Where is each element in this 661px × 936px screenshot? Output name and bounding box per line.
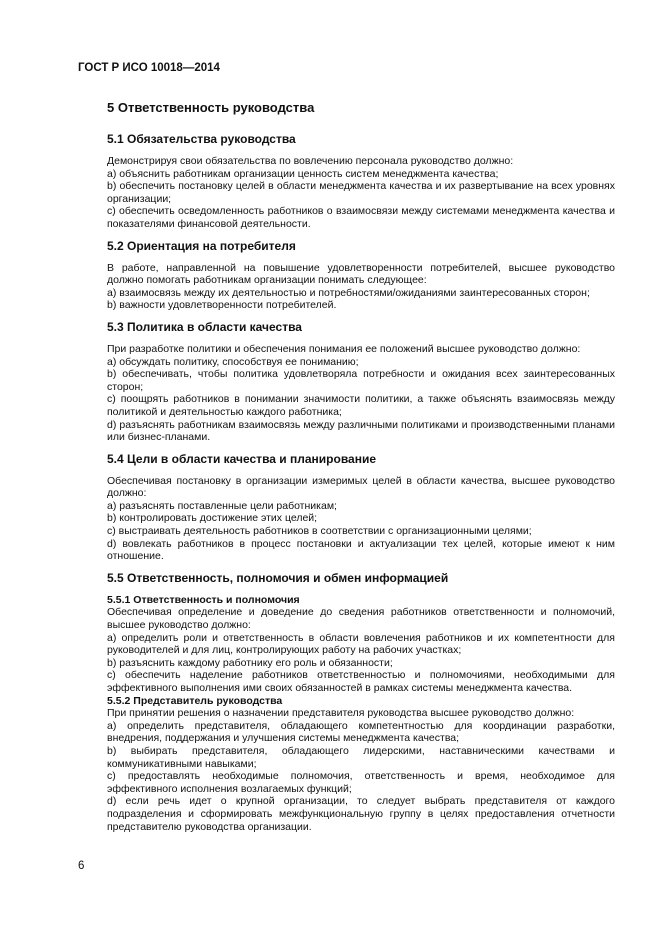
list-item: a) объяснить работникам организации ценность систем менеджмента качества; [107, 167, 499, 180]
list-item: d) если речь идет о крупной организации, то следует выбрать представителя от каждого подразделения и сформировать межфункциональную группу в целях предоставления отчетности представителю руководства организации. [107, 795, 615, 833]
list-item: a) взаимосвязь между их деятельностью и потребностями/ожиданиями заинтересованных сторон; [107, 286, 590, 299]
paragraph: Демонстрируя свои обязательства по вовлечению персонала руководство должно: [107, 155, 514, 167]
list-item: b) разъяснить каждому работнику его роль и обязанности; [107, 656, 393, 669]
list-item: c) обеспечить наделение работников ответственностью и полномочиями, необходимыми для эффективного выполнения ими своих обязанностей в рамках системы менеджмента качества. [107, 669, 615, 694]
list-item: b) контролировать достижение этих целей; [107, 512, 318, 525]
paragraph: Обеспечивая постановку в организации измеримых целей в области качества, высшее руководство должно: [107, 474, 615, 500]
paragraph: Обеспечивая определение и доведение до сведения работников ответственности и полномочий, высшее руководство должно: [107, 606, 615, 632]
list-item: a) разъяснять поставленные цели работникам; [107, 499, 337, 512]
subsection-title: 5.2 Ориентация на потребителя [107, 238, 296, 253]
subsection-5-3 [107, 320, 615, 444]
list-item: a) определить роли и ответственность в области вовлечения работников и их компетентности для руководителей и для лиц, контролирующих работу на рабочих участках; [107, 631, 615, 657]
list-item: d) вовлекать работников в процесс постановки и актуализации тех целей, которые имеют к ним отношение. [107, 537, 615, 563]
document-header: ГОСТ Р ИСО 10018—2014 [78, 62, 220, 74]
list-item: a) обсуждать политику, способствуя ее пониманию; [107, 355, 359, 368]
paragraph: При разработке политики и обеспечения понимания ее положений высшее руководство должно: [107, 342, 581, 355]
paragraph: При принятии решения о назначении представителя руководства высшее руководство должно: [107, 707, 575, 720]
list-item: c) выстраивать деятельность работников в соответствии с организационными целями; [107, 525, 532, 538]
section-title: 5 Ответственность руководства [107, 100, 315, 115]
list-item: b) важности удовлетворенности потребителей. [107, 299, 337, 312]
page-content [107, 100, 615, 841]
list-item: d) разъяснять работникам взаимосвязь между различными политиками и производственными планами или бизнес-планами. [107, 418, 615, 444]
subsection-5-4 [107, 452, 615, 563]
list-item: c) поощрять работников в понимании значимости политики, а также объяснять взаимосвязь между политикой и деятельностью каждого работника; [107, 393, 615, 418]
list-item: c) предоставлять необходимые полномочия, ответственность и время, необходимое для эффективного исполнения возлагаемых функций; [107, 770, 615, 795]
list-item: c) обеспечить осведомленность работников о взаимосвязи между системами менеджмента качества и показателями финансовой деятельности. [107, 205, 615, 230]
subsection-title: 5.4 Цели в области качества и планирование [107, 451, 377, 466]
subsection-title: 5.1 Обязательства руководства [107, 132, 296, 146]
subsection-5-1 [107, 132, 615, 231]
subsection-title: 5.5 Ответственность, полномочия и обмен информацией [107, 570, 449, 585]
subsection-title: 5.3 Политика в области качества [107, 319, 302, 334]
paragraph: В работе, направленной на повышение удовлетворенности потребителей, высшее руководство должно помогать работникам организации понимать следующее: [107, 261, 615, 287]
subsubsection-title: 5.5.1 Ответственность и полномочия [107, 593, 300, 606]
list-item: b) выбирать представителя, обладающего лидерскими, наставническими качествами и коммуникативными навыками; [107, 744, 615, 770]
page-number: 6 [78, 860, 85, 872]
subsection-5-5 [107, 571, 615, 833]
list-item: b) обеспечить постановку целей в области менеджмента качества и их развертывание на всех уровнях организации; [107, 180, 615, 205]
list-item: a) определить представителя, обладающего компетентностью для координации разработки, внедрения, поддержания и улучшения системы менеджмента качества; [107, 719, 615, 745]
subsection-5-2 [107, 239, 615, 312]
subsubsection-title: 5.5.2 Представитель руководства [107, 694, 283, 707]
list-item: b) обеспечивать, чтобы политика удовлетворяла потребности и ожидания всех заинтересованных сторон; [107, 368, 615, 393]
